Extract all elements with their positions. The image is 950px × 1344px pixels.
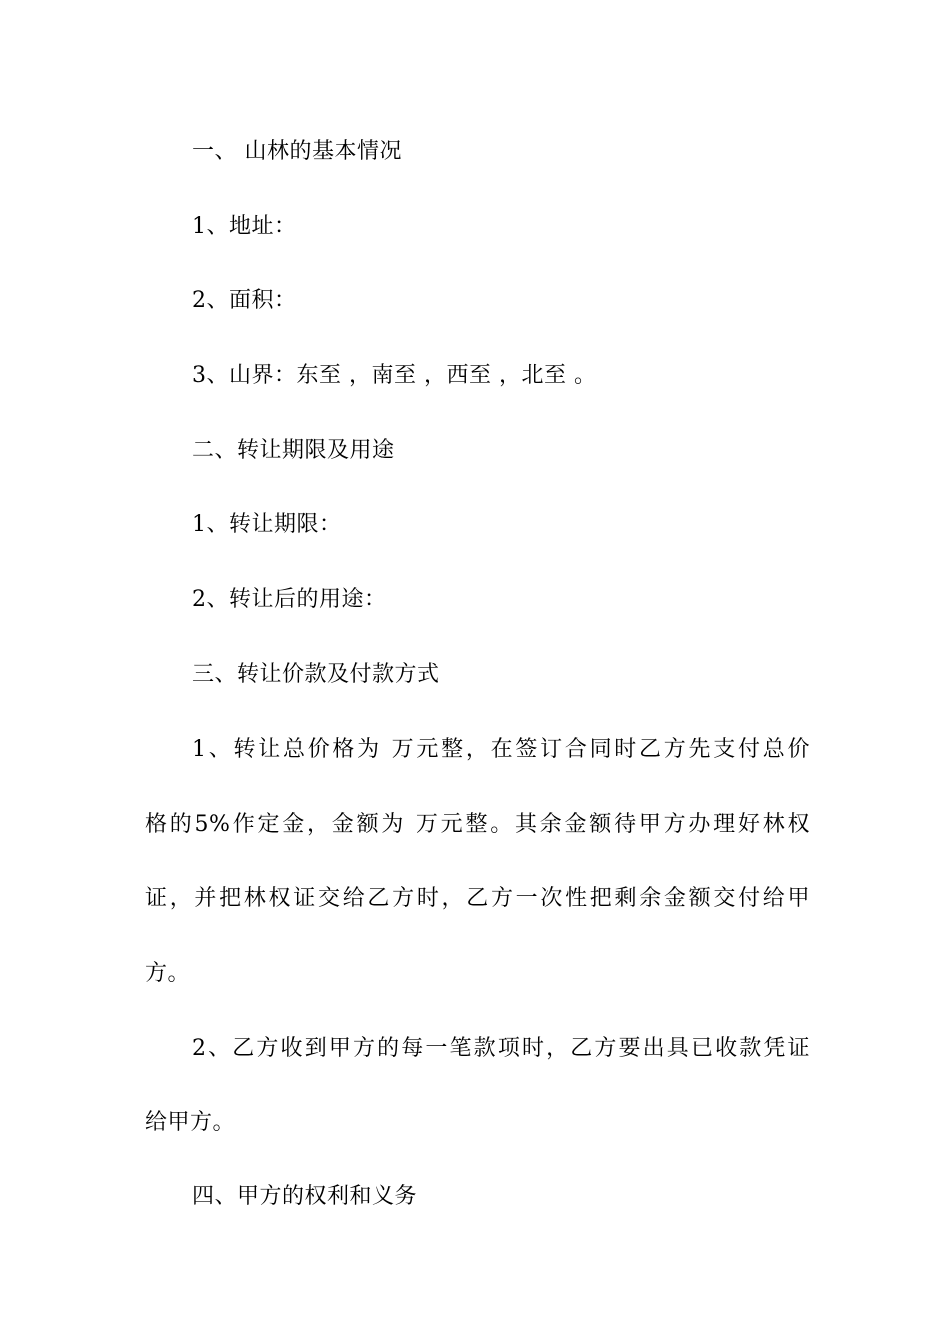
section-heading-3: 三、转让价款及付款方式 <box>192 662 440 687</box>
paragraph-price-line-2: 格的5%作定金，金额为 万元整。其余金额待甲方办理好林权 <box>145 812 810 837</box>
item-address: 1、地址： <box>192 214 297 239</box>
section-heading-2: 二、转让期限及用途 <box>192 438 395 463</box>
item-boundaries: 3、山界：东至 ，南至 ，西至 ，北至 。 <box>192 363 597 388</box>
paragraph-price-line-4: 方。 <box>145 961 191 986</box>
paragraph-price-line-3: 证，并把林权证交给乙方时，乙方一次性把剩余金额交付给甲 <box>145 886 810 911</box>
item-area: 2、面积： <box>192 288 297 313</box>
paragraph-receipt-line-1: 2、乙方收到甲方的每一笔款项时，乙方要出具已收款凭证 <box>192 1036 810 1061</box>
paragraph-receipt-line-2: 给甲方。 <box>145 1110 236 1135</box>
section-heading-4: 四、甲方的权利和义务 <box>192 1184 418 1209</box>
item-transfer-use: 2、转让后的用途： <box>192 587 387 612</box>
item-transfer-period: 1、转让期限： <box>192 512 342 537</box>
section-heading-1: 一、 山林的基本情况 <box>192 139 402 164</box>
paragraph-price-line-1: 1、转让总价格为 万元整，在签订合同时乙方先支付总价 <box>192 737 810 762</box>
